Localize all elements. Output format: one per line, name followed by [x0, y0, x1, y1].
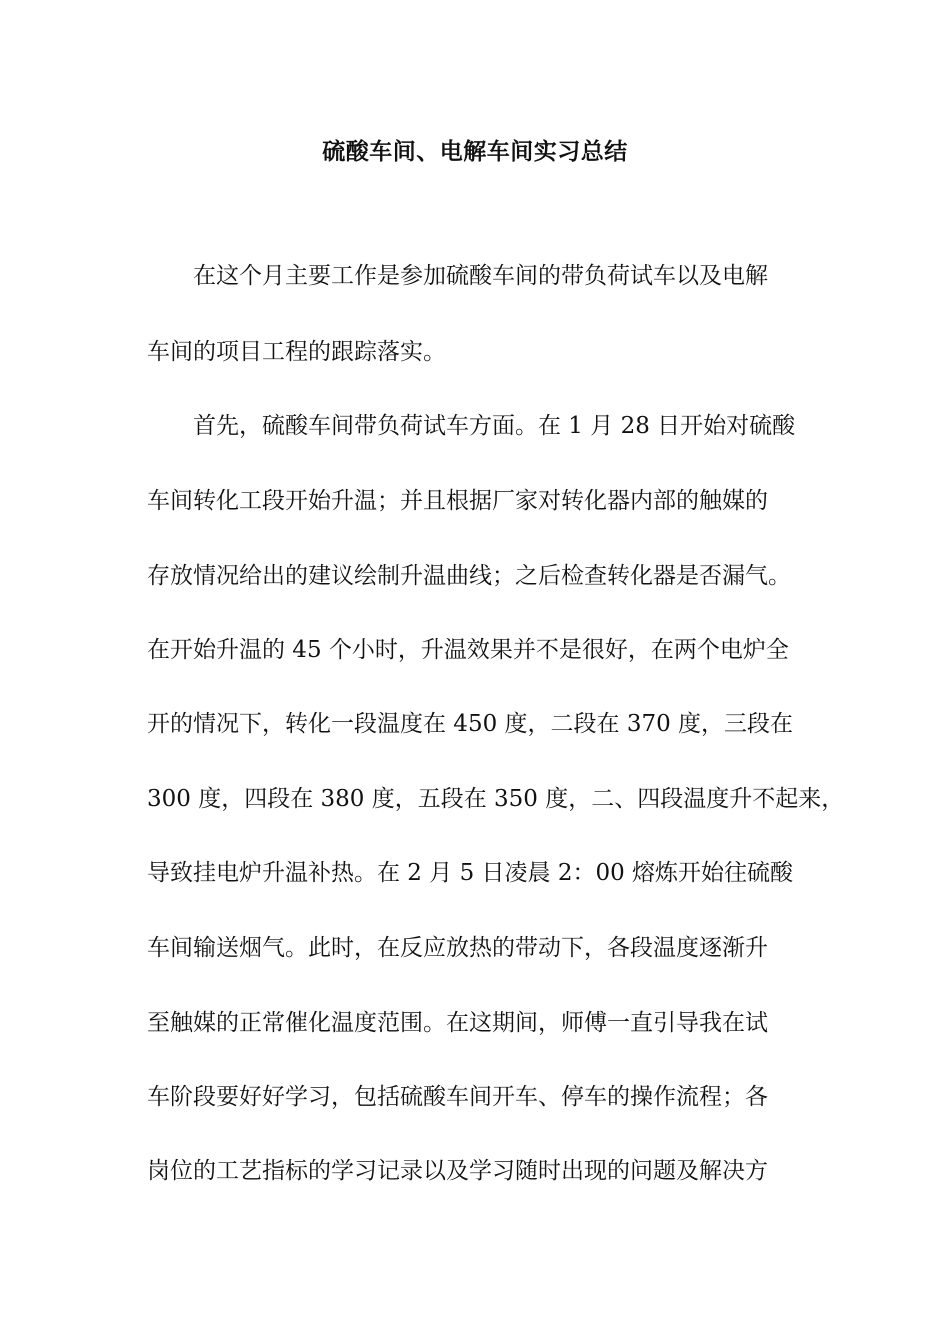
- paragraph-2-line-2: 车间转化工段开始升温；并且根据厂家对转化器内部的触媒的: [147, 488, 768, 514]
- paragraph-2-line-11: 岗位的工艺指标的学习记录以及学习随时出现的问题及解决方: [147, 1158, 768, 1184]
- paragraph-2-line-8: 车间输送烟气。此时，在反应放热的带动下，各段温度逐渐升: [147, 935, 768, 961]
- paragraph-2-line-4: 在开始升温的 45 个小时，升温效果并不是很好，在两个电炉全: [147, 637, 789, 663]
- paragraph-2-line-7: 导致挂电炉升温补热。在 2 月 5 日凌晨 2：00 熔炼开始往硫酸: [147, 860, 794, 886]
- paragraph-1-line-2: 车间的项目工程的跟踪落实。: [147, 339, 446, 365]
- paragraph-2-line-6: 300 度，四段在 380 度，五段在 350 度，二、四段温度升不起来，: [147, 786, 845, 812]
- paragraph-2-line-10: 车阶段要好好学习，包括硫酸车间开车、停车的操作流程；各: [147, 1084, 768, 1110]
- paragraph-2-line-5: 开的情况下，转化一段温度在 450 度，二段在 370 度，三段在: [147, 711, 794, 737]
- paragraph-1-line-1: 在这个月主要工作是参加硫酸车间的带负荷试车以及电解: [193, 263, 768, 289]
- paragraph-2-line-9: 至触媒的正常催化温度范围。在这期间，师傅一直引导我在试: [147, 1010, 768, 1036]
- paragraph-2-line-1: 首先，硫酸车间带负荷试车方面。在 1 月 28 日开始对硫酸: [193, 413, 796, 439]
- document-title: 硫酸车间、电解车间实习总结: [322, 138, 628, 165]
- paragraph-2-line-3: 存放情况给出的建议绘制升温曲线；之后检查转化器是否漏气。: [147, 563, 791, 589]
